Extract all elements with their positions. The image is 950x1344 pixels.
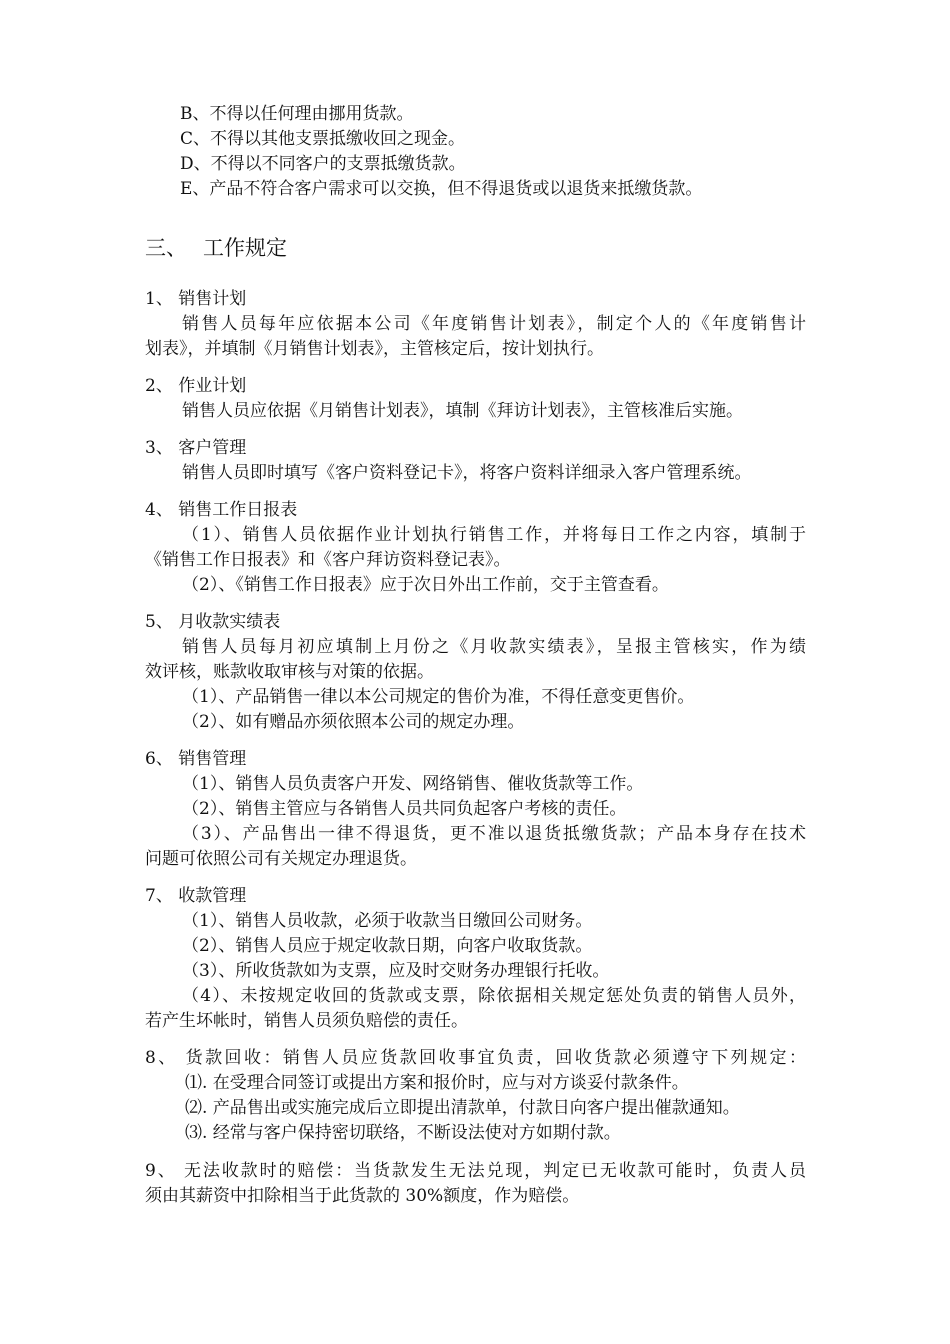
paragraph-line: （4）、未按规定收回的货款或支票，除依据相关规定惩处负责的销售人员外， — [182, 986, 806, 1006]
paragraph-line: （2）、《销售工作日报表》应于次日外出工作前，交于主管查看。 — [182, 575, 669, 595]
paragraph-line: （3）、所收货款如为支票，应及时交财务办理银行托收。 — [182, 961, 610, 981]
item-heading-4: 4、 销售工作日报表 — [145, 500, 298, 520]
paragraph-line: （1）、产品销售一律以本公司规定的售价为准，不得任意变更售价。 — [182, 687, 695, 707]
paragraph-line: 划表》，并填制《月销售计划表》，主管核定后，按计划执行。 — [145, 339, 604, 359]
paragraph-line: 须由其薪资中扣除相当于此货款的 30%额度，作为赔偿。 — [145, 1186, 580, 1206]
paragraph-line: 销售人员即时填写《客户资料登记卡》，将客户资料详细录入客户管理系统。 — [182, 463, 752, 483]
paragraph-line: （3）、产品售出一律不得退货，更不准以退货抵缴货款；产品本身存在技术 — [182, 824, 806, 844]
list-item-b: B、不得以任何理由挪用货款。 — [180, 104, 414, 124]
item-heading-5: 5、 月收款实绩表 — [145, 612, 281, 632]
paragraph-line: 效评核，账款收取审核与对策的依据。 — [145, 662, 434, 682]
item-heading-1: 1、 销售计划 — [145, 289, 247, 309]
list-item-c: C、不得以其他支票抵缴收回之现金。 — [180, 129, 466, 149]
list-item-d: D、不得以不同客户的支票抵缴货款。 — [180, 154, 466, 174]
section-number: 三、 — [145, 236, 187, 260]
list-item-e: E、产品不符合客户需求可以交换，但不得退货或以退货来抵缴货款。 — [180, 179, 703, 199]
paragraph-line: （1）、销售人员负责客户开发、网络销售、催收货款等工作。 — [182, 774, 644, 794]
item-heading-8: 8、 货款回收：销售人员应货款回收事宜负责，回收货款必须遵守下列规定： — [145, 1048, 806, 1068]
paragraph-line: 问题可依照公司有关规定办理退货。 — [145, 849, 417, 869]
section-title: 工作规定 — [203, 236, 287, 260]
paragraph-line: 若产生坏帐时，销售人员须负赔偿的责任。 — [145, 1011, 468, 1031]
paragraph-line: （2）、销售人员应于规定收款日期，向客户收取货款。 — [182, 936, 593, 956]
paragraph-line: 销售人员应依据《月销售计划表》，填制《拜访计划表》，主管核准后实施。 — [182, 401, 743, 421]
item-heading-6: 6、 销售管理 — [145, 749, 247, 769]
paragraph-line: 销售人员每月初应填制上月份之《月收款实绩表》，呈报主管核实，作为绩 — [182, 637, 806, 657]
paragraph-line: （2）、销售主管应与各销售人员共同负起客户考核的责任。 — [182, 799, 627, 819]
item-heading-2: 2、 作业计划 — [145, 376, 247, 396]
paragraph-line: 销售人员每年应依据本公司《年度销售计划表》，制定个人的《年度销售计 — [182, 314, 806, 334]
item-heading-3: 3、 客户管理 — [145, 438, 247, 458]
paragraph-line: 《销售工作日报表》和《客户拜访资料登记表》。 — [145, 550, 511, 570]
item-heading-9: 9、 无法收款时的赔偿：当货款发生无法兑现，判定已无收款可能时，负责人员 — [145, 1161, 806, 1181]
paragraph-line: （2）、如有赠品亦须依照本公司的规定办理。 — [182, 712, 525, 732]
paragraph-line: ⑵. 产品售出或实施完成后立即提出清款单，付款日向客户提出催款通知。 — [185, 1098, 740, 1118]
paragraph-line: （1）、销售人员收款，必须于收款当日缴回公司财务。 — [182, 911, 593, 931]
item-heading-7: 7、 收款管理 — [145, 886, 247, 906]
paragraph-line: ⑴. 在受理合同签订或提出方案和报价时，应与对方谈妥付款条件。 — [185, 1073, 689, 1093]
paragraph-line: （1）、销售人员依据作业计划执行销售工作，并将每日工作之内容，填制于 — [182, 525, 806, 545]
paragraph-line: ⑶. 经常与客户保持密切联络，不断设法使对方如期付款。 — [185, 1123, 621, 1143]
